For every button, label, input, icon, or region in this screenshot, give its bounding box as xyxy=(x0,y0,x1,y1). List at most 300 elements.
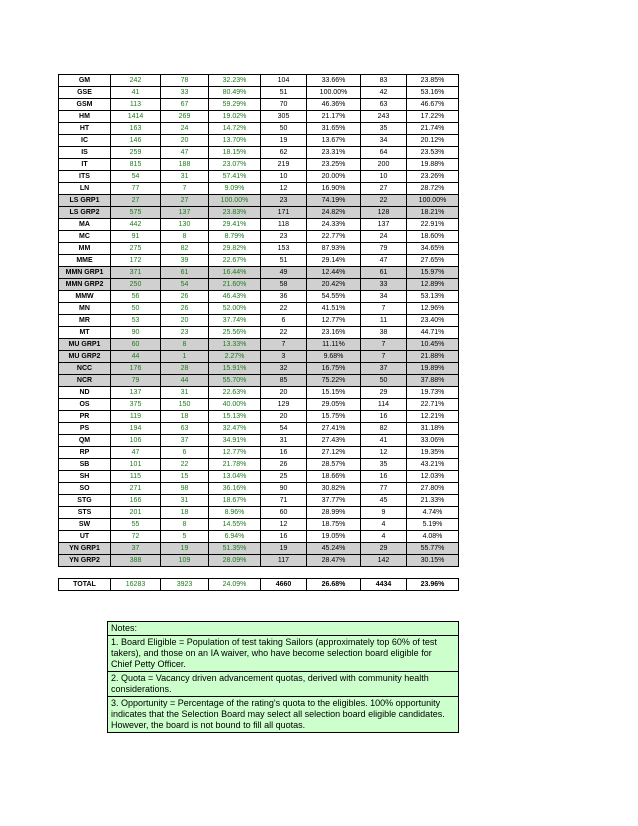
value-cell: 80.49% xyxy=(209,87,261,99)
rating-cell: MMW xyxy=(59,291,111,303)
value-cell: 2.27% xyxy=(209,351,261,363)
table-row xyxy=(59,531,459,543)
value-cell: 115 xyxy=(111,471,161,483)
value-cell: 52.00% xyxy=(209,303,261,315)
value-cell: 163 xyxy=(111,123,161,135)
value-cell: 26 xyxy=(161,291,209,303)
value-cell: 44 xyxy=(111,351,161,363)
value-cell: 22 xyxy=(161,459,209,471)
table-row xyxy=(59,255,459,267)
value-cell: 119 xyxy=(111,411,161,423)
value-cell: 47 xyxy=(161,147,209,159)
value-cell: 166 xyxy=(111,495,161,507)
value-cell: 24 xyxy=(361,231,407,243)
value-cell: 34 xyxy=(361,291,407,303)
value-cell: 18.67% xyxy=(209,495,261,507)
value-cell: 15.75% xyxy=(307,411,361,423)
rating-cell: NCR xyxy=(59,375,111,387)
value-cell: 10.45% xyxy=(407,339,459,351)
value-cell: 13.33% xyxy=(209,339,261,351)
value-cell: 41.51% xyxy=(307,303,361,315)
value-cell: 27.41% xyxy=(307,423,361,435)
value-cell: 23.83% xyxy=(209,207,261,219)
value-cell: 57.41% xyxy=(209,171,261,183)
rating-cell: MU GRP2 xyxy=(59,351,111,363)
value-cell: 26 xyxy=(161,303,209,315)
value-cell: 34.91% xyxy=(209,435,261,447)
value-cell: 5 xyxy=(161,531,209,543)
spacer-cell xyxy=(111,567,161,579)
notes-header: Notes: xyxy=(108,622,458,636)
value-cell: 27.80% xyxy=(407,483,459,495)
rating-cell: OS xyxy=(59,399,111,411)
value-cell: 28.99% xyxy=(307,507,361,519)
value-cell: 6 xyxy=(261,315,307,327)
value-cell: 27 xyxy=(161,195,209,207)
value-cell: 20 xyxy=(161,315,209,327)
value-cell: 54 xyxy=(161,279,209,291)
value-cell: 6.94% xyxy=(209,531,261,543)
value-cell: 275 xyxy=(111,243,161,255)
value-cell: 12.77% xyxy=(209,447,261,459)
value-cell: 114 xyxy=(361,399,407,411)
value-cell: 23.85% xyxy=(407,75,459,87)
value-cell: 375 xyxy=(111,399,161,411)
value-cell: 15.91% xyxy=(209,363,261,375)
rating-cell: PS xyxy=(59,423,111,435)
value-cell: 77 xyxy=(111,183,161,195)
value-cell: 62 xyxy=(261,147,307,159)
value-cell: 113 xyxy=(111,99,161,111)
value-cell: 130 xyxy=(161,219,209,231)
value-cell: 24.82% xyxy=(307,207,361,219)
value-cell: 98 xyxy=(161,483,209,495)
value-cell: 47 xyxy=(111,447,161,459)
value-cell: 31 xyxy=(161,171,209,183)
value-cell: 16.75% xyxy=(307,363,361,375)
table-row xyxy=(59,555,459,567)
value-cell: 60 xyxy=(261,507,307,519)
table-row xyxy=(59,483,459,495)
value-cell: 34 xyxy=(361,135,407,147)
value-cell: 16.44% xyxy=(209,267,261,279)
value-cell: 137 xyxy=(361,219,407,231)
table-row xyxy=(59,507,459,519)
table-row xyxy=(59,219,459,231)
value-cell: 3 xyxy=(261,351,307,363)
value-cell: 16 xyxy=(261,447,307,459)
value-cell: 146 xyxy=(111,135,161,147)
value-cell: 201 xyxy=(111,507,161,519)
rating-cell: HM xyxy=(59,111,111,123)
value-cell: 72 xyxy=(111,531,161,543)
value-cell: 23.96% xyxy=(407,579,459,591)
value-cell: 15.15% xyxy=(307,387,361,399)
value-cell: 44.71% xyxy=(407,327,459,339)
value-cell: 7 xyxy=(361,303,407,315)
value-cell: 29.82% xyxy=(209,243,261,255)
value-cell: 19.73% xyxy=(407,387,459,399)
value-cell: 45 xyxy=(361,495,407,507)
table-row xyxy=(59,351,459,363)
table-row xyxy=(59,339,459,351)
value-cell: 24.09% xyxy=(209,579,261,591)
advancement-table xyxy=(58,74,458,591)
table-row xyxy=(59,195,459,207)
value-cell: 12 xyxy=(361,447,407,459)
value-cell: 32.23% xyxy=(209,75,261,87)
value-cell: 16 xyxy=(361,471,407,483)
value-cell: 25 xyxy=(261,471,307,483)
table-row xyxy=(59,435,459,447)
value-cell: 20.00% xyxy=(307,171,361,183)
rating-cell: MC xyxy=(59,231,111,243)
value-cell: 58 xyxy=(261,279,307,291)
value-cell: 142 xyxy=(361,555,407,567)
value-cell: 200 xyxy=(361,159,407,171)
notes-box xyxy=(107,621,459,733)
value-cell: 150 xyxy=(161,399,209,411)
table-row xyxy=(59,471,459,483)
value-cell: 23 xyxy=(161,327,209,339)
table-row xyxy=(59,459,459,471)
value-cell: 442 xyxy=(111,219,161,231)
value-cell: 117 xyxy=(261,555,307,567)
value-cell: 22.91% xyxy=(407,219,459,231)
value-cell: 22 xyxy=(261,327,307,339)
rating-cell: MME xyxy=(59,255,111,267)
rating-cell: LN xyxy=(59,183,111,195)
value-cell: 33 xyxy=(361,279,407,291)
value-cell: 79 xyxy=(361,243,407,255)
value-cell: 16 xyxy=(261,531,307,543)
value-cell: 11 xyxy=(361,315,407,327)
value-cell: 25.56% xyxy=(209,327,261,339)
value-cell: 10 xyxy=(261,171,307,183)
value-cell: 42 xyxy=(361,87,407,99)
value-cell: 54 xyxy=(261,423,307,435)
value-cell: 242 xyxy=(111,75,161,87)
spacer-cell xyxy=(59,567,111,579)
value-cell: 7 xyxy=(161,183,209,195)
value-cell: 109 xyxy=(161,555,209,567)
value-cell: 21.74% xyxy=(407,123,459,135)
rating-cell: NCC xyxy=(59,363,111,375)
value-cell: 23.07% xyxy=(209,159,261,171)
value-cell: 82 xyxy=(361,423,407,435)
value-cell: 53.16% xyxy=(407,87,459,99)
value-cell: 34.65% xyxy=(407,243,459,255)
value-cell: 31.65% xyxy=(307,123,361,135)
value-cell: 18.21% xyxy=(407,207,459,219)
value-cell: 33.06% xyxy=(407,435,459,447)
value-cell: 46.36% xyxy=(307,99,361,111)
value-cell: 12.96% xyxy=(407,303,459,315)
value-cell: 19 xyxy=(161,543,209,555)
value-cell: 51.35% xyxy=(209,543,261,555)
value-cell: 18.60% xyxy=(407,231,459,243)
value-cell: 1 xyxy=(161,351,209,363)
value-cell: 104 xyxy=(261,75,307,87)
value-cell: 63 xyxy=(361,99,407,111)
value-cell: 4.08% xyxy=(407,531,459,543)
value-cell: 4660 xyxy=(261,579,307,591)
table-row xyxy=(59,135,459,147)
value-cell: 31 xyxy=(261,435,307,447)
value-cell: 8 xyxy=(161,339,209,351)
value-cell: 23.53% xyxy=(407,147,459,159)
value-cell: 4.74% xyxy=(407,507,459,519)
value-cell: 128 xyxy=(361,207,407,219)
value-cell: 12.89% xyxy=(407,279,459,291)
value-cell: 37 xyxy=(111,543,161,555)
value-cell: 10 xyxy=(361,171,407,183)
rating-cell: MMN GRP2 xyxy=(59,279,111,291)
rating-cell: GM xyxy=(59,75,111,87)
table-row xyxy=(59,99,459,111)
table-row xyxy=(59,411,459,423)
value-cell: 38 xyxy=(361,327,407,339)
value-cell: 27.65% xyxy=(407,255,459,267)
rating-cell: MT xyxy=(59,327,111,339)
note-3: 3. Opportunity = Percentage of the rating's quota to the eligibles. 100% opportunity indicates that the Selection Board may select all selection board eligible candidates. However, the board is not bound to fill all quotas. xyxy=(111,698,445,730)
value-cell: 176 xyxy=(111,363,161,375)
value-cell: 106 xyxy=(111,435,161,447)
value-cell: 7 xyxy=(361,339,407,351)
value-cell: 61 xyxy=(161,267,209,279)
value-cell: 23 xyxy=(261,231,307,243)
value-cell: 55.70% xyxy=(209,375,261,387)
value-cell: 305 xyxy=(261,111,307,123)
value-cell: 129 xyxy=(261,399,307,411)
value-cell: 26 xyxy=(261,459,307,471)
rating-cell: YN GRP1 xyxy=(59,543,111,555)
rating-cell: HT xyxy=(59,123,111,135)
value-cell: 18 xyxy=(161,507,209,519)
table-row xyxy=(59,279,459,291)
table-row xyxy=(59,183,459,195)
table-row xyxy=(59,111,459,123)
value-cell: 36.16% xyxy=(209,483,261,495)
value-cell: 33 xyxy=(161,87,209,99)
value-cell: 21.78% xyxy=(209,459,261,471)
value-cell: 172 xyxy=(111,255,161,267)
value-cell: 91 xyxy=(111,231,161,243)
value-cell: 15.13% xyxy=(209,411,261,423)
rating-cell: SW xyxy=(59,519,111,531)
value-cell: 250 xyxy=(111,279,161,291)
value-cell: 51 xyxy=(261,255,307,267)
value-cell: 90 xyxy=(111,327,161,339)
value-cell: 28 xyxy=(161,363,209,375)
value-cell: 23.25% xyxy=(307,159,361,171)
value-cell: 100.00% xyxy=(407,195,459,207)
value-cell: 23 xyxy=(261,195,307,207)
rating-cell: GSM xyxy=(59,99,111,111)
value-cell: 75.22% xyxy=(307,375,361,387)
spacer-row xyxy=(59,567,459,579)
value-cell: 77 xyxy=(361,483,407,495)
value-cell: 29.05% xyxy=(307,399,361,411)
table-row xyxy=(59,399,459,411)
value-cell: 815 xyxy=(111,159,161,171)
value-cell: 78 xyxy=(161,75,209,87)
value-cell: 36 xyxy=(261,291,307,303)
value-cell: 100.00% xyxy=(209,195,261,207)
value-cell: 19.05% xyxy=(307,531,361,543)
value-cell: 17.22% xyxy=(407,111,459,123)
value-cell: 64 xyxy=(361,147,407,159)
value-cell: 45.24% xyxy=(307,543,361,555)
value-cell: 50 xyxy=(111,303,161,315)
value-cell: 29 xyxy=(361,387,407,399)
value-cell: 32 xyxy=(261,363,307,375)
rating-cell: STS xyxy=(59,507,111,519)
value-cell: 40.00% xyxy=(209,399,261,411)
value-cell: 18.15% xyxy=(209,147,261,159)
value-cell: 8.79% xyxy=(209,231,261,243)
value-cell: 153 xyxy=(261,243,307,255)
table-row xyxy=(59,243,459,255)
value-cell: 41 xyxy=(111,87,161,99)
rating-cell: MR xyxy=(59,315,111,327)
value-cell: 54.55% xyxy=(307,291,361,303)
value-cell: 50 xyxy=(261,123,307,135)
value-cell: 20.12% xyxy=(407,135,459,147)
table-row xyxy=(59,207,459,219)
value-cell: 171 xyxy=(261,207,307,219)
table-row xyxy=(59,495,459,507)
value-cell: 28.72% xyxy=(407,183,459,195)
value-cell: 53.13% xyxy=(407,291,459,303)
value-cell: 28.09% xyxy=(209,555,261,567)
value-cell: 22.63% xyxy=(209,387,261,399)
value-cell: 61 xyxy=(361,267,407,279)
table-row xyxy=(59,327,459,339)
value-cell: 87.93% xyxy=(307,243,361,255)
value-cell: 60 xyxy=(111,339,161,351)
rating-cell: IT xyxy=(59,159,111,171)
value-cell: 16.90% xyxy=(307,183,361,195)
value-cell: 8.96% xyxy=(209,507,261,519)
value-cell: 27.12% xyxy=(307,447,361,459)
value-cell: 19.35% xyxy=(407,447,459,459)
value-cell: 14.55% xyxy=(209,519,261,531)
value-cell: 24 xyxy=(161,123,209,135)
value-cell: 19 xyxy=(261,135,307,147)
rating-cell: SO xyxy=(59,483,111,495)
value-cell: 29 xyxy=(361,543,407,555)
note-1: 1. Board Eligible = Population of test taking Sailors (approximately top 60% of test takers), and those on an IA waiver, who have become selection board eligible for Chief Petty Officer. xyxy=(108,636,458,672)
value-cell: 41 xyxy=(361,435,407,447)
table-row xyxy=(59,363,459,375)
value-cell: 137 xyxy=(161,207,209,219)
table-row xyxy=(59,375,459,387)
value-cell: 29.14% xyxy=(307,255,361,267)
value-cell: 7 xyxy=(361,351,407,363)
value-cell: 37.74% xyxy=(209,315,261,327)
table-row xyxy=(59,315,459,327)
value-cell: 70 xyxy=(261,99,307,111)
value-cell: 15 xyxy=(161,471,209,483)
value-cell: 7 xyxy=(261,339,307,351)
value-cell: 269 xyxy=(161,111,209,123)
value-cell: 6 xyxy=(161,447,209,459)
value-cell: 26.68% xyxy=(307,579,361,591)
value-cell: 47 xyxy=(361,255,407,267)
value-cell: 137 xyxy=(111,387,161,399)
value-cell: 20 xyxy=(261,387,307,399)
value-cell: 8 xyxy=(161,231,209,243)
value-cell: 37 xyxy=(361,363,407,375)
value-cell: 67 xyxy=(161,99,209,111)
value-cell: 22.71% xyxy=(407,399,459,411)
value-cell: 30.82% xyxy=(307,483,361,495)
table-row xyxy=(59,87,459,99)
value-cell: 74.19% xyxy=(307,195,361,207)
value-cell: 22 xyxy=(361,195,407,207)
table-row xyxy=(59,543,459,555)
rating-cell: RP xyxy=(59,447,111,459)
value-cell: 21.88% xyxy=(407,351,459,363)
rating-cell: IC xyxy=(59,135,111,147)
value-cell: 18.66% xyxy=(307,471,361,483)
value-cell: 12 xyxy=(261,519,307,531)
value-cell: 33.66% xyxy=(307,75,361,87)
value-cell: 4 xyxy=(361,531,407,543)
spacer-cell xyxy=(361,567,407,579)
value-cell: 101 xyxy=(111,459,161,471)
table-row xyxy=(59,291,459,303)
rating-cell: GSE xyxy=(59,87,111,99)
value-cell: 12.21% xyxy=(407,411,459,423)
value-cell: 22.77% xyxy=(307,231,361,243)
table-row xyxy=(59,147,459,159)
rating-cell: LS GRP2 xyxy=(59,207,111,219)
value-cell: 9.68% xyxy=(307,351,361,363)
value-cell: 18.75% xyxy=(307,519,361,531)
value-cell: 35 xyxy=(361,123,407,135)
value-cell: 37.77% xyxy=(307,495,361,507)
value-cell: 19.88% xyxy=(407,159,459,171)
value-cell: 4434 xyxy=(361,579,407,591)
table-row xyxy=(59,423,459,435)
table-row xyxy=(59,75,459,87)
value-cell: 44 xyxy=(161,375,209,387)
table-row xyxy=(59,447,459,459)
rating-cell: SH xyxy=(59,471,111,483)
value-cell: 100.00% xyxy=(307,87,361,99)
value-cell: 31.18% xyxy=(407,423,459,435)
total-row xyxy=(59,579,459,591)
value-cell: 35 xyxy=(361,459,407,471)
spacer-cell xyxy=(261,567,307,579)
value-cell: 51 xyxy=(261,87,307,99)
value-cell: 46.43% xyxy=(209,291,261,303)
table-row xyxy=(59,303,459,315)
value-cell: 13.67% xyxy=(307,135,361,147)
value-cell: 194 xyxy=(111,423,161,435)
table-row xyxy=(59,171,459,183)
value-cell: 32.47% xyxy=(209,423,261,435)
value-cell: 31 xyxy=(161,495,209,507)
value-cell: 3923 xyxy=(161,579,209,591)
value-cell: 20 xyxy=(161,135,209,147)
value-cell: 23.26% xyxy=(407,171,459,183)
value-cell: 82 xyxy=(161,243,209,255)
value-cell: 30.15% xyxy=(407,555,459,567)
rating-cell: MM xyxy=(59,243,111,255)
